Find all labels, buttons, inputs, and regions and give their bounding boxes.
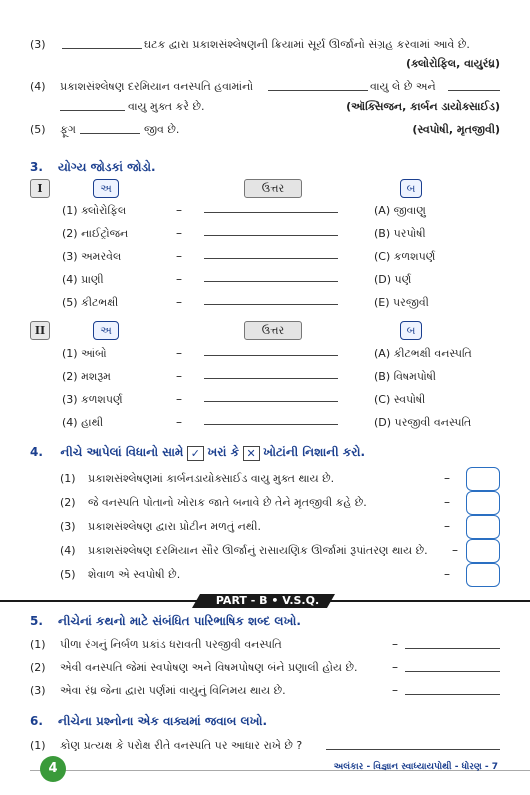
- q3-set1-a-1: (1) ક્લોરોફિલ: [62, 204, 127, 217]
- q3-set2-col-b: બ: [400, 321, 422, 340]
- q3-set1-answer-line-4[interactable]: [204, 281, 338, 282]
- q3-set2-dash-3: –: [176, 392, 182, 406]
- q2-item-5-text1: ફૂગ: [60, 123, 76, 136]
- q2-item-4-options: (ઑક્સિજન, કાર્બન ડાયોક્સાઈડ): [346, 100, 500, 113]
- q4-title-mid: ખરાં કે: [207, 445, 240, 459]
- q2-item-5-num: (5): [30, 123, 46, 136]
- cross-icon: ✕: [243, 446, 260, 461]
- q3-set1-b-5: (E) પરજીવી: [374, 296, 429, 309]
- q4-item-4-answer-box[interactable]: [466, 539, 500, 563]
- q4-item-4-text: પ્રકાશસંશ્લેષણ દરમિયાન સૌર ઊર્જાનું રાસાયણિક ઊર્જામાં રૂપાંતરણ થાય છે.: [88, 544, 428, 557]
- q3-set1-dash-2: –: [176, 226, 182, 240]
- q4-item-5-num: (5): [60, 568, 76, 581]
- q6-item-1-num: (1): [30, 739, 46, 752]
- q2-item-4-text2: વાયુ લે છે અને: [370, 80, 436, 93]
- q3-set1-col-a: અ: [93, 179, 119, 198]
- q4-item-1-num: (1): [60, 472, 76, 485]
- q2-item-5-blank[interactable]: [80, 133, 140, 134]
- q3-set1-dash-1: –: [176, 203, 182, 217]
- q3-set1-b-4: (D) પર્ણ: [374, 273, 412, 286]
- q3-set1-a-4: (4) પ્રાણી: [62, 273, 104, 286]
- q2-item-4-num: (4): [30, 80, 46, 93]
- q6-item-1-text: કોણ પ્રત્યક્ષ કે પરોક્ષ રીતે વનસ્પતિ પર આધાર રાખે છે ?: [60, 739, 303, 752]
- q6-item-1-answer-line[interactable]: [326, 749, 500, 750]
- q5-item-2-text: એવી વનસ્પતિ જેમાં સ્વપોષણ અને વિષમપોષણ બંને પ્રણાલી હોય છે.: [60, 661, 358, 674]
- q3-set2-a-1: (1) આંબો: [62, 347, 107, 360]
- q6-title: નીચેના પ્રશ્નોના એક વાક્યમાં જવાબ લખો.: [58, 714, 268, 728]
- footer-book-title: અલંકાર - વિજ્ઞાન સ્વાધ્યાયપોથી - ધોરણ - 7: [333, 762, 498, 772]
- q3-set2-a-4: (4) હાથી: [62, 416, 104, 429]
- q3-set1-col-b: બ: [400, 179, 422, 198]
- q4-title-row: [30, 445, 365, 461]
- q4-item-5-answer-box[interactable]: [466, 563, 500, 587]
- q3-set1-b-2: (B) પરપોષી: [374, 227, 426, 240]
- q5-item-2-dash: –: [392, 660, 398, 674]
- q6-number: 6.: [30, 714, 43, 728]
- q4-item-3-dash: –: [444, 519, 450, 533]
- q3-set2-b-4: (D) પરજીવી વનસ્પતિ: [374, 416, 472, 429]
- q3-set1-dash-3: –: [176, 249, 182, 263]
- q4-title-post: ખોટાંની નિશાની કરો.: [263, 445, 366, 459]
- q4-item-2-text: જે વનસ્પતિ પોતાનો ખોરાક જાતે બનાવે છે તેને મૃતજીવી કહે છે.: [88, 496, 367, 509]
- q4-item-1-dash: –: [444, 471, 450, 485]
- q3-set1-dash-4: –: [176, 272, 182, 286]
- q3-set2-answer-line-3[interactable]: [204, 401, 338, 402]
- q2-item-3-blank[interactable]: [62, 48, 142, 49]
- q4-item-2-dash: –: [444, 495, 450, 509]
- q5-item-3-dash: –: [392, 683, 398, 697]
- part-b-banner: [0, 594, 530, 608]
- q3-set2-answer-line-1[interactable]: [204, 355, 338, 356]
- q2-item-5-text2: જીવ છે.: [144, 123, 180, 136]
- q3-set1-a-5: (5) કીટભક્ષી: [62, 296, 119, 309]
- q3-set1-a-2: (2) નાઈટ્રોજન: [62, 227, 129, 240]
- q5-number: 5.: [30, 614, 43, 628]
- q5-item-2-answer-line[interactable]: [405, 671, 500, 672]
- q3-set1-col-answer: ઉત્તર: [244, 179, 302, 198]
- page-number-badge: 4: [40, 756, 66, 782]
- q5-item-3-text: એવા રંધ્ર જેના દ્વારા પર્ણમાં વાયુનું વિનિમય થાય છે.: [60, 684, 286, 697]
- q2-item-4-text3: વાયુ મુક્ત કરે છે.: [128, 100, 205, 113]
- q5-item-1-answer-line[interactable]: [405, 648, 500, 649]
- q4-title-pre: નીચે આપેલાં વિધાનો સામે: [60, 445, 184, 459]
- q3-set1-b-1: (A) જીવાણુ: [374, 204, 426, 217]
- q3-set1-roman: I: [30, 179, 50, 198]
- q3-set2-col-answer: ઉત્તર: [244, 321, 302, 340]
- q4-item-2-answer-box[interactable]: [466, 491, 500, 515]
- q4-item-4-num: (4): [60, 544, 76, 557]
- q5-item-1-dash: –: [392, 637, 398, 651]
- q3-set2-b-3: (C) સ્વપોષી: [374, 393, 426, 406]
- q2-item-3-num: (3): [30, 38, 46, 51]
- q3-set1-b-3: (C) કળશપર્ણ: [374, 250, 436, 263]
- part-b-label: PART - B • V.S.Q.: [215, 594, 320, 607]
- q4-item-4-dash: –: [452, 543, 458, 557]
- q2-item-3-options: (ક્લોરોફિલ, વાયુરંધ્ર): [406, 57, 500, 70]
- q4-item-2-num: (2): [60, 496, 76, 509]
- q5-item-1-text: પીળા રંગનું નિર્બળ પ્રકાંડ ધરાવતી પરજીવી વનસ્પતિ: [60, 638, 282, 651]
- q3-set2-dash-1: –: [176, 346, 182, 360]
- q3-set2-a-3: (3) કળશપર્ણ: [62, 393, 123, 406]
- q3-set2-dash-2: –: [176, 369, 182, 383]
- q3-set2-answer-line-4[interactable]: [204, 424, 338, 425]
- q2-item-3-text: ઘટક દ્વારા પ્રકાશસંશ્લેષણની ક્રિયામાં સૂર્ય ઊર્જાનો સંગ્રહ કરવામાં આવે છે.: [144, 38, 470, 51]
- q4-item-3-num: (3): [60, 520, 76, 533]
- q5-item-3-num: (3): [30, 684, 46, 697]
- q3-number: 3.: [30, 160, 43, 174]
- q4-item-1-answer-box[interactable]: [466, 467, 500, 491]
- q2-item-4-blank-1[interactable]: [268, 90, 368, 91]
- q4-item-3-answer-box[interactable]: [466, 515, 500, 539]
- q3-set1-dash-5: –: [176, 295, 182, 309]
- q3-set1-a-3: (3) અમરવેલ: [62, 250, 122, 263]
- q3-set1-answer-line-1[interactable]: [204, 212, 338, 213]
- q4-number: 4.: [30, 445, 43, 459]
- q3-set1-answer-line-5[interactable]: [204, 304, 338, 305]
- q2-item-4-blank-2[interactable]: [448, 90, 500, 91]
- tick-icon: ✓: [187, 446, 204, 461]
- q2-item-4-text1: પ્રકાશસંશ્લેષણ દરમિયાન વનસ્પતિ હવામાંનો: [60, 80, 254, 93]
- q3-set2-a-2: (2) મશરૂમ: [62, 370, 111, 383]
- q5-item-1-num: (1): [30, 638, 46, 651]
- q4-item-5-dash: –: [444, 567, 450, 581]
- q3-set1-answer-line-3[interactable]: [204, 258, 338, 259]
- q3-set2-roman: II: [30, 321, 50, 340]
- q3-set2-col-a: અ: [93, 321, 119, 340]
- q2-item-4-blank-3[interactable]: [60, 110, 125, 111]
- q3-set2-answer-line-2[interactable]: [204, 378, 338, 379]
- q5-title: નીચેનાં કથનો માટે સંબંધિત પારિભાષિક શબ્દ લખો.: [58, 614, 301, 628]
- q3-set2-b-2: (B) વિષમપોષી: [374, 370, 437, 383]
- q3-set2-dash-4: –: [176, 415, 182, 429]
- q3-set2-b-1: (A) કીટભક્ષી વનસ્પતિ: [374, 347, 472, 360]
- q5-item-3-answer-line[interactable]: [405, 694, 500, 695]
- q4-item-5-text: શેવાળ એ સ્વપોષી છે.: [88, 568, 181, 581]
- q4-item-1-text: પ્રકાશસંશ્લેષણમાં કાર્બનડાયોક્સાઈડ વાયુ મુક્ત થાય છે.: [88, 472, 335, 485]
- q4-item-3-text: પ્રકાશસંશ્લેષણ દ્વારા પ્રોટીન મળતું નથી.: [88, 520, 261, 533]
- q3-title: યોગ્ય જોડકાં જોડો.: [58, 160, 156, 174]
- q2-item-5-options: (સ્વપોષી, મૃતજીવી): [412, 123, 500, 136]
- q3-set1-answer-line-2[interactable]: [204, 235, 338, 236]
- q5-item-2-num: (2): [30, 661, 46, 674]
